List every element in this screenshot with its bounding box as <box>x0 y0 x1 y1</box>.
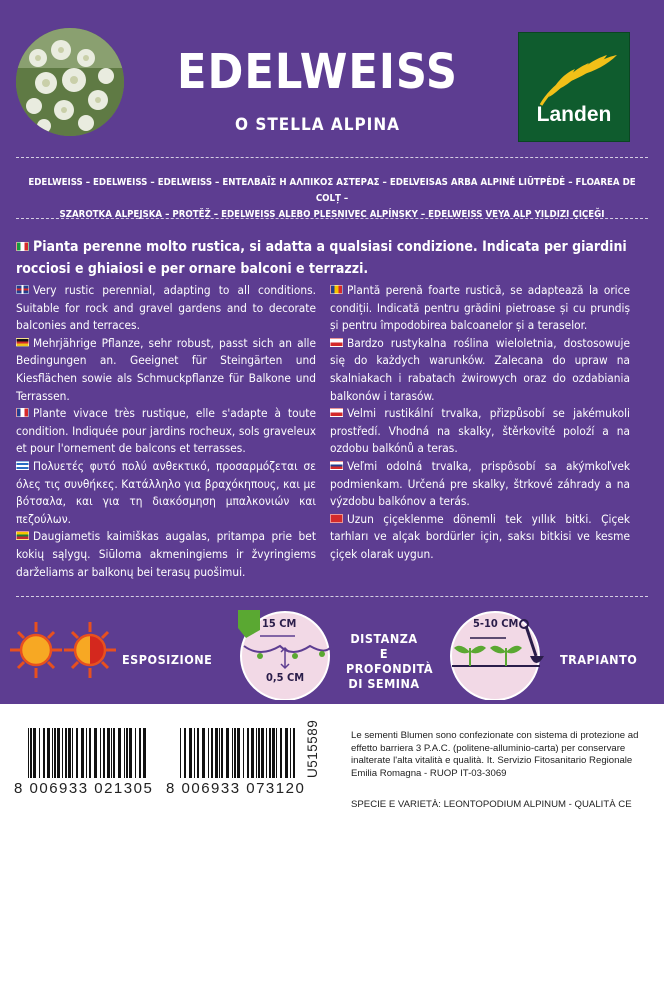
czech-flag-icon <box>330 408 343 417</box>
barcode-bar <box>243 728 244 778</box>
barcode-bar <box>221 728 223 778</box>
transplant-label: TRAPIANTO <box>560 652 638 667</box>
barcode-bar <box>290 728 291 778</box>
barcode-bar <box>113 728 115 778</box>
edelweiss-photo <box>16 28 124 136</box>
barcode-bar <box>143 728 146 778</box>
barcode-bar <box>124 728 125 778</box>
barcode-bar <box>256 728 257 778</box>
barcode-bar <box>86 728 87 778</box>
wheat-icon <box>519 41 631 111</box>
sowing-label: DISTANZA E PROFONDITÀ DI SEMINA <box>346 631 434 691</box>
barcode-bar <box>107 728 110 778</box>
brand-name: Landen <box>536 103 612 126</box>
barcode-bar <box>62 728 63 778</box>
italy-flag-icon <box>16 242 29 251</box>
barcode-bar <box>30 728 32 778</box>
common-names-line: SZAROTKA ALPEJSKA – PROTĚŽ – EDELWEISS ALEBO PLESNIVEC ALPÍNSKY – EDELWEISS VEYA ALP YILDIZI ÇIÇEĞI <box>59 209 605 220</box>
barcode-bar <box>219 728 220 778</box>
description-pl: Bardzo rustykalna roślina wieloletnia, dostosowuje się do każdych warunków. Zalecana do upraw na skalniakach i rabatach żwirowych oraz do ozdabiania balkonów i tarasów. <box>330 335 630 403</box>
common-names-line: EDELWEISS – EDELWEISS – EDELWEISS – ΕΝΤΕΛΒΑΪΣ Η ΑΛΠΙΚΟΣ ΑΣΤΕΡΑΣ – EDELVEISAS ARBA ALPINÉ LIŪTPĖDĖ – FLOAREA DE COLȚ – <box>28 177 636 204</box>
uk-flag-icon <box>16 285 29 294</box>
poland-flag-icon <box>330 338 343 347</box>
barcode-bar <box>54 728 56 778</box>
description-cs: Velmi rustikální trvalka, přizpůsobí se jakémukoli prostředí. Vhodná na skalky, štěrkovité poloźí a na ozdobu balkónů a teras. <box>330 406 630 456</box>
germany-flag-icon <box>16 338 29 347</box>
barcode-2 <box>180 728 302 780</box>
greece-flag-icon <box>16 461 29 470</box>
barcode-bar <box>126 728 128 778</box>
slovakia-flag-icon <box>330 461 343 470</box>
barcode-bar <box>43 728 45 778</box>
description-ro: Plantă perenă foarte rustică, se adaptează la orice condiții. Indicată pentru grădini pietroase și cu prundiș și pentru împodobirea balcoanelor și a teraselor. <box>330 283 630 333</box>
barcode-bar <box>52 728 53 778</box>
barcode-bar <box>285 728 288 778</box>
barcode-bar <box>129 728 132 778</box>
barcode-bar <box>57 728 60 778</box>
description-de: Mehrjährige Pflanze, sehr robust, passt sich an alle Bedingungen an. Geeignet für Steingärten und Kiesflächen sowie als Schmuckpflanze für Balkone und Terrassen. <box>16 335 316 403</box>
product-code: U515589 <box>305 719 320 778</box>
barcode-bar <box>215 728 218 778</box>
barcode-bar <box>208 728 209 778</box>
barcode-bar <box>65 728 67 778</box>
barcode-bar <box>280 728 282 778</box>
species-info: SPECIE E VARIETÀ: LEONTOPODIUM ALPINUM - QUALITÀ CE <box>351 799 632 810</box>
left-descriptions <box>16 282 316 581</box>
barcode-bar <box>269 728 271 778</box>
product-subtitle: O STELLA ALPINA <box>235 115 400 135</box>
barcode-bar <box>184 728 186 778</box>
barcode-bar <box>68 728 71 778</box>
lithuania-flag-icon <box>16 531 29 540</box>
description-en: Very rustic perennial, adapting to all conditions. Suitable for rock and gravel gardens and to decorate balconies and terraces. <box>16 283 316 333</box>
description-el: Πολυετές φυτό πολύ ανθεκτικό, προσαρμόζεται σε όλες τις συνθήκες. Κατάλληλο για βραχόκηπους, και με βότσαλα, και για τη διακόσμηση μπαλκονιών και πεζούλων. <box>16 458 316 526</box>
divider <box>16 157 648 158</box>
barcode-bar <box>118 728 121 778</box>
barcode-bar <box>251 728 254 778</box>
france-flag-icon <box>16 408 29 417</box>
transplant-value: 5-10 CM <box>473 617 519 630</box>
barcode-bar <box>226 728 229 778</box>
barcode-bar <box>211 728 213 778</box>
romania-flag-icon <box>330 285 343 294</box>
barcode-1-number: 8 006933 021305 <box>14 780 154 797</box>
right-descriptions <box>330 282 630 564</box>
divider <box>16 596 648 597</box>
barcode-1 <box>28 728 150 780</box>
italian-description: Pianta perenne molto rustica, si adatta a qualsiasi condizione. Indicata per giardini rocciosi e ghiaiosi e per ornare balconi e terrazzi. <box>16 239 627 277</box>
brand-logo <box>518 32 630 142</box>
barcode-bar <box>47 728 50 778</box>
product-title: EDELWEISS <box>177 44 458 100</box>
exposure-label: ESPOSIZIONE <box>122 652 213 667</box>
half-shade-icon <box>60 620 120 680</box>
depth-value: 0,5 CM <box>266 671 305 684</box>
common-names <box>16 175 648 223</box>
turkey-flag-icon <box>330 514 343 523</box>
divider <box>16 218 648 219</box>
barcode-bar <box>28 728 29 778</box>
barcode-bar <box>39 728 40 778</box>
barcode-bar <box>139 728 141 778</box>
description-sk: Veľmi odolná trvalka, prispôsobí sa akýmkoľvek podmienkam. Určená pre skalky, štrkové záhrady a na výzdobu balkónov a terás. <box>330 458 630 509</box>
barcode-bar <box>81 728 84 778</box>
description-tr: Uzun çiçeklenme dönemli tek yıllık bitki. Çiçek tarhları ve alçak bordürler için, saksı bitkisi ve kesme çiçek olarak uygun. <box>330 511 630 561</box>
barcode-bar <box>293 728 295 778</box>
description-lt: Daugiametis kaimiškas augalas, pritampa prie bet kokių sąlygų. Siūloma akmeningiems ir žvyringiems darželiams ar balkonų bei terasų puošimui. <box>16 529 316 579</box>
barcode-bar <box>33 728 36 778</box>
barcode-bar <box>247 728 249 778</box>
barcode-bar <box>72 728 73 778</box>
barcode-bar <box>261 728 264 778</box>
barcode-bar <box>94 728 97 778</box>
barcode-bar <box>111 728 112 778</box>
barcode-bar <box>266 728 267 778</box>
barcode-bar <box>135 728 136 778</box>
barcode-bar <box>276 728 277 778</box>
barcode-bar <box>194 728 195 778</box>
barcode-bar <box>100 728 101 778</box>
barcode-bar <box>237 728 240 778</box>
barcode-bar <box>202 728 205 778</box>
barcode-bar <box>180 728 181 778</box>
spacing-value: 15 CM <box>262 617 297 630</box>
barcode-bar <box>272 728 275 778</box>
packaging-info: Le sementi Blumen sono confezionate con sistema di protezione ad effetto barriera 3 P.A.C. (politene-alluminio-carta) per conservare inalterate l'alta vitalità e qualità. It. Servizio Fitosanitario Regionale Emilia Romagna - RUOP IT-03-3069 <box>351 730 639 779</box>
barcode-bar <box>234 728 236 778</box>
barcode-bar <box>232 728 233 778</box>
barcode-bar <box>76 728 78 778</box>
barcode-bar <box>189 728 192 778</box>
barcode-2-number: 8 006933 073120 <box>166 780 306 797</box>
barcode-bar <box>89 728 91 778</box>
description-fr: Plante vivace très rustique, elle s'adapte à toute condition. Indiquée pour jardins rocheux, sols graveleux et pour l'ornement de balcons et terrasses. <box>16 406 316 456</box>
barcode-bar <box>258 728 260 778</box>
barcode-bar <box>197 728 199 778</box>
barcode-bar <box>103 728 105 778</box>
